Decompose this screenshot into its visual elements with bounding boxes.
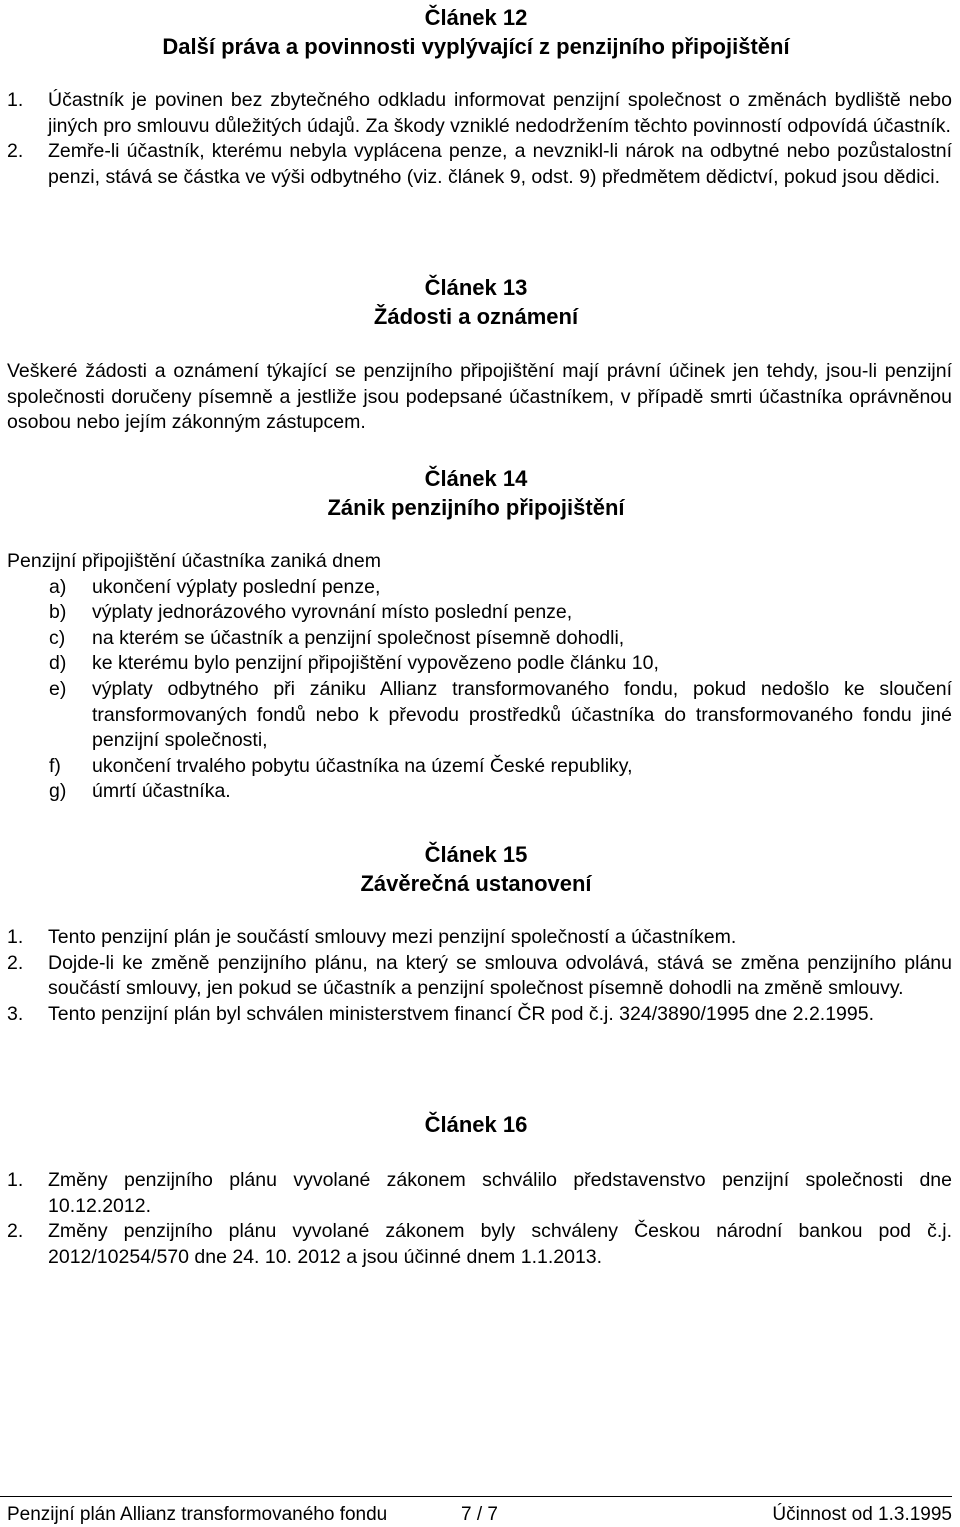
footer-page-number: 7 / 7 (461, 1504, 498, 1525)
page-footer (0, 1496, 952, 1525)
list-item (0, 1168, 952, 1219)
list-item (0, 600, 952, 626)
footer-effective-date: Účinnost od 1.3.1995 (772, 1504, 952, 1525)
item-text: Účastník je povinen bez zbytečného odkladu informovat penzijní společnost o změnách bydliště nebo jiných pro smlouvu důležitých údajů. Za škody vzniklé nedodržením těchto povinností odpovídá účastník. (48, 89, 952, 137)
list-item (0, 575, 952, 601)
list-item (0, 626, 952, 652)
item-letter: e) (49, 677, 67, 700)
item-number: 2. (7, 1220, 24, 1243)
item-number: 3. (7, 1002, 24, 1025)
article-14 (0, 464, 952, 805)
list-item (0, 651, 952, 677)
article-12 (0, 3, 952, 190)
item-letter: a) (49, 575, 67, 598)
item-text: úmrtí účastníka. (92, 780, 231, 803)
list-item (0, 925, 952, 951)
article-14-label: Článek 14 (424, 466, 528, 491)
article-16-list (0, 1168, 952, 1270)
article-13-heading (0, 273, 952, 331)
article-16 (0, 1110, 952, 1270)
list-item (0, 951, 952, 1002)
article-14-title: Zánik penzijního připojištění (327, 495, 625, 520)
list-item (0, 1219, 952, 1270)
item-letter: c) (49, 626, 66, 649)
article-12-title: Další práva a povinnosti vyplývající z penzijního připojištění (162, 34, 790, 59)
list-item (0, 1002, 952, 1028)
item-number: 2. (7, 951, 24, 974)
article-16-heading (0, 1110, 952, 1139)
item-text: Tento penzijní plán byl schválen ministerstvem financí ČR pod č.j. 324/3890/1995 dne 2.2.1995. (48, 1002, 875, 1025)
item-text: výplaty odbytného při zániku Allianz transformovaného fondu, pokud nedošlo ke sloučení transformovaných fondů nebo k převodu prostředků účastníka do transformovaného fondu jiné penzijní společnosti, (92, 677, 952, 752)
item-letter: d) (49, 652, 67, 675)
item-text: Zemře-li účastník, kterému nebyla vyplácena penze, a nevznikl-li nárok na odbytné nebo pozůstalostní penzi, stává se částka ve výši odbytného (viz. článek 9, odst. 9) předmětem dědictví, pokud jsou dědici. (48, 140, 952, 188)
item-text: Změny penzijního plánu vyvolané zákonem schválilo představenstvo penzijní společnosti dne 10.12.2012. (48, 1169, 952, 1217)
article-13-label: Článek 13 (424, 275, 528, 300)
article-15-heading (0, 840, 952, 898)
item-letter: g) (49, 780, 67, 803)
article-15-list (0, 925, 952, 1027)
article-12-label: Článek 12 (424, 5, 528, 30)
item-letter: b) (49, 601, 67, 624)
item-text: Změny penzijního plánu vyvolané zákonem byly schváleny Českou národní bankou pod č.j. 2012/10254/570 dne 24. 10. 2012 a jsou účinné dnem 1.1.2013. (48, 1220, 952, 1268)
article-15-label: Článek 15 (424, 842, 528, 867)
item-number: 1. (7, 926, 24, 948)
article-16-label: Článek 16 (424, 1112, 528, 1137)
item-number: 2. (7, 140, 24, 163)
list-item (0, 139, 952, 190)
article-15 (0, 840, 952, 1027)
item-letter: f) (49, 754, 61, 777)
article-12-list (0, 88, 952, 190)
item-text: na kterém se účastník a penzijní společnost písemně dohodli, (92, 626, 625, 649)
list-item (0, 88, 952, 139)
article-14-list (0, 575, 952, 805)
item-text: ke kterému bylo penzijní připojištění vypovězeno podle článku 10, (92, 652, 659, 675)
footer-document-title: Penzijní plán Allianz transformovaného fondu (7, 1504, 388, 1525)
article-13-title: Žádosti a oznámení (373, 304, 579, 329)
item-number: 1. (7, 89, 24, 111)
list-item (0, 677, 952, 754)
item-text: Dojde-li ke změně penzijního plánu, na který se smlouva odvolává, stává se změna penzijního plánu součástí smlouvy, jen pokud se účastník a penzijní společnost písemně dohodli na změně smlouvy. (48, 951, 952, 1000)
article-13-text: Veškeré žádosti a oznámení týkající se penzijního připojištění mají právní účinek jen tehdy, jsou-li penzijní společnosti doručeny písemně a jestliže jsou podepsané účastníkem, v případě smrti účastníka oprávněnou osobou nebo jejím zákonným zástupcem. (7, 360, 952, 434)
item-text: výplaty jednorázového vyrovnání místo poslední penze, (92, 601, 573, 624)
item-text: ukončení výplaty poslední penze, (92, 575, 381, 598)
article-14-heading (0, 464, 952, 522)
article-12-heading (0, 3, 952, 61)
list-item (0, 779, 952, 805)
article-14-intro: Penzijní připojištění účastníka zaniká dnem (7, 550, 381, 572)
item-text: Tento penzijní plán je součástí smlouvy mezi penzijní společností a účastníkem. (48, 926, 737, 948)
article-13 (0, 273, 952, 436)
item-number: 1. (7, 1169, 24, 1191)
item-text: ukončení trvalého pobytu účastníka na území České republiky, (92, 754, 633, 777)
list-item (0, 754, 952, 780)
article-15-title: Závěrečná ustanovení (360, 871, 592, 896)
